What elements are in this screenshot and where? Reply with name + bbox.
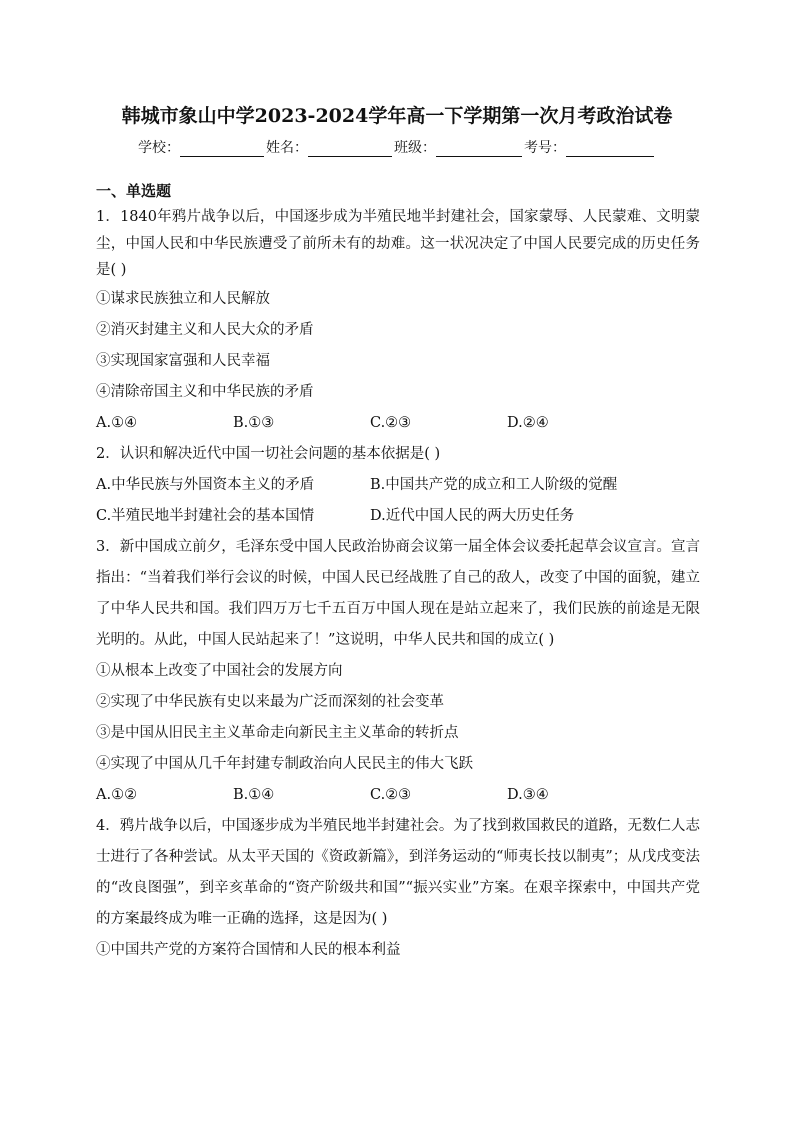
number-label: 考号：: [524, 140, 566, 156]
choice-a[interactable]: A.①②: [96, 786, 138, 803]
question-3-item-1: ①从根本上改变了中国社会的发展方向: [96, 662, 343, 679]
question-1-stem: 1．1840年鸦片战争以后，中国逐步成为半殖民地半封建社会，国家蒙辱、人民蒙难、文明蒙尘，中国人民和中华民族遭受了前所未有的劫难。这一状况决定了中国人民要完成的历史任务是( ): [96, 209, 700, 278]
question-2-choices-row-1: [96, 470, 700, 501]
question-1-choices: [96, 408, 700, 439]
section-title: 一、单选题: [96, 182, 172, 200]
choice-d[interactable]: D.近代中国人民的两大历史任务: [370, 507, 575, 524]
choice-c[interactable]: C.②③: [370, 786, 412, 803]
choice-b[interactable]: B.①③: [233, 414, 275, 431]
question-4-stem: 4．鸦片战争以后，中国逐步成为半殖民地半封建社会。为了找到救国救民的道路，无数仁人志士进行了各种尝试。从太平天国的《资政新篇》，到洋务运动的“师夷长技以制夷”；从戊戌变法的“改良图强”，到辛亥革命的“资产阶级共和国”“振兴实业”方案。在艰辛探索中，中国共产党的方案最终成为唯一正确的选择，这是因为( ): [96, 817, 700, 927]
choice-d[interactable]: D.②④: [507, 414, 549, 431]
question-1-item-3: ③实现国家富强和人民幸福: [96, 352, 270, 369]
choice-d[interactable]: D.③④: [507, 786, 549, 803]
class-blank[interactable]: [436, 142, 522, 157]
name-label: 姓名：: [266, 140, 308, 156]
student-info-line: [0, 137, 794, 157]
choice-b[interactable]: B.中国共产党的成立和工人阶级的觉醒: [370, 476, 618, 493]
question-4-item-1: ①中国共产党的方案符合国情和人民的根本利益: [96, 941, 401, 958]
question-3-item-3: ③是中国从旧民主主义革命走向新民主主义革命的转折点: [96, 724, 459, 741]
school-label: 学校：: [138, 140, 180, 156]
choice-c[interactable]: C.②③: [370, 414, 412, 431]
question-list: [96, 178, 700, 966]
choice-c[interactable]: C.半殖民地半封建社会的基本国情: [96, 507, 315, 524]
question-1-item-1: ①谋求民族独立和人民解放: [96, 290, 270, 307]
question-1-item-2: ②消灭封建主义和人民大众的矛盾: [96, 321, 314, 338]
choice-a[interactable]: A.①④: [96, 414, 138, 431]
question-2-choices-row-2: [96, 501, 700, 532]
question-2-stem: 2．认识和解决近代中国一切社会问题的基本依据是( ): [96, 445, 441, 462]
number-blank[interactable]: [566, 142, 654, 157]
question-3-item-4: ④实现了中国从几千年封建专制政治向人民民主的伟大飞跃: [96, 755, 473, 772]
question-1-item-4: ④清除帝国主义和中华民族的矛盾: [96, 383, 314, 400]
question-3-stem: 3．新中国成立前夕，毛泽东受中国人民政治协商会议第一届全体会议委托起草会议宣言。宣言指出：“当着我们举行会议的时候，中国人民已经战胜了自己的敌人，改变了中国的面貌，建立了中华人民共和国。我们四万万七千五百万中国人现在是站立起来了，我们民族的前途是无限光明的。从此，中国人民站起来了！”这说明，中华人民共和国的成立( ): [96, 538, 700, 648]
question-3-item-2: ②实现了中华民族有史以来最为广泛而深刻的社会变革: [96, 693, 444, 710]
class-label: 班级：: [394, 140, 436, 156]
exam-title: 韩城市象山中学2023-2024学年高一下学期第一次月考政治试卷: [121, 105, 673, 127]
school-blank[interactable]: [180, 142, 264, 157]
question-3-choices: [96, 780, 700, 811]
choice-b[interactable]: B.①④: [233, 786, 275, 803]
name-blank[interactable]: [308, 142, 392, 157]
choice-a[interactable]: A.中华民族与外国资本主义的矛盾: [96, 476, 315, 493]
